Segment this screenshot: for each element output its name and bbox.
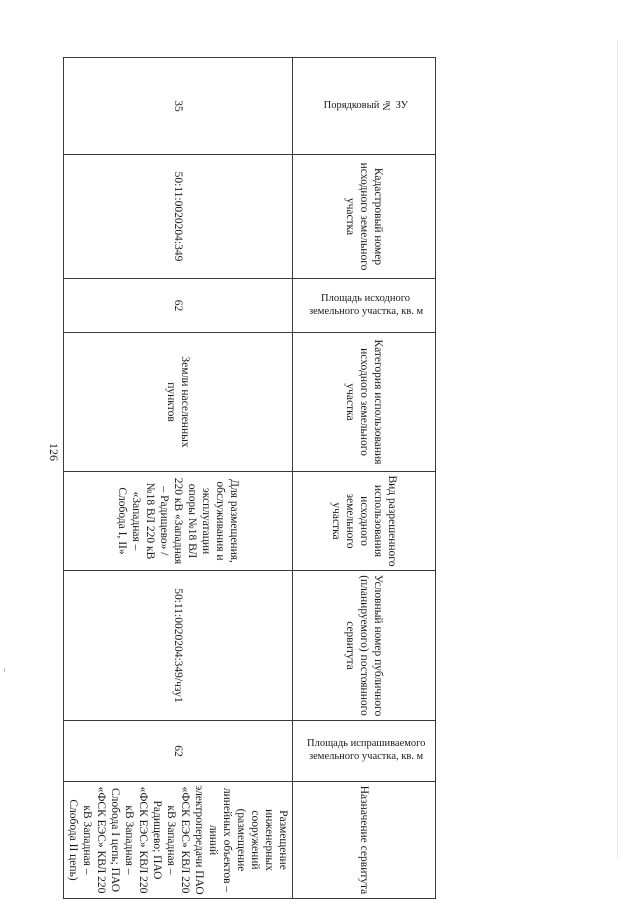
servitude-table-rotated xyxy=(66,57,436,895)
header-cell-servitude-purpose: Назначение сервитута xyxy=(292,782,435,899)
header-source-area: Площадь исходного земельного участка, кв. м xyxy=(308,292,424,317)
cell-servitude-purpose: Размещение инженерных сооружений (размещение линейных объектов – линий электропередачи ПАО «ФСК ЕЭС» КВЛ 220 кВ Западная – Радищево; ПАО «ФСК ЕЭС» КВЛ 220 кВ Западная – Слобода I цепь; ПАО «ФСК ЕЭС» КВЛ 220 кВ Западная – Слобода II цепь) xyxy=(63,782,292,899)
scan-artifact xyxy=(4,668,5,672)
cell-requested-area: 62 xyxy=(63,721,292,782)
cell-servitude-number: 50:11:0020204:349/чзу1 xyxy=(63,571,292,721)
servitude-table-container xyxy=(66,57,436,895)
header-cell-servitude-number: Условный номер публичного (планируемого) постоянного сервитута xyxy=(292,571,435,721)
table-header-row xyxy=(292,58,435,899)
scan-artifact xyxy=(617,40,618,860)
table-row xyxy=(63,58,292,899)
cell-order-no: 35 xyxy=(63,58,292,155)
cell-land-category: Земли населенных пунктов xyxy=(63,333,292,472)
cell-source-area: 62 xyxy=(63,279,292,333)
cell-cadastral-number: 50:11:0020204:349 xyxy=(63,155,292,279)
header-cell-land-category: Категория использования исходного земельного участка xyxy=(292,333,435,472)
header-cell-permitted-use: Вид разрешенного использования исходного земельного участка xyxy=(292,472,435,571)
header-cell-cadastral-number: Кадастровый номер исходного земельного участка xyxy=(292,155,435,279)
header-cell-source-area xyxy=(292,279,435,333)
servitude-table xyxy=(63,57,436,899)
header-requested-area: Площадь испрашиваемого земельного участка, кв. м xyxy=(306,738,426,762)
header-cell-requested-area xyxy=(292,721,435,782)
header-cell-order-no xyxy=(292,58,435,155)
page-number: 126 xyxy=(47,443,61,461)
cell-permitted-use: Для размещения, обслуживания и эксплуатации опоры №18 ВЛ 220 кВ «Западная – Радищево» / №18 ВЛ 220 кВ «Западная – Слобода I, II» xyxy=(63,472,292,571)
header-order-no: Порядковый № ЗУ xyxy=(323,99,409,111)
